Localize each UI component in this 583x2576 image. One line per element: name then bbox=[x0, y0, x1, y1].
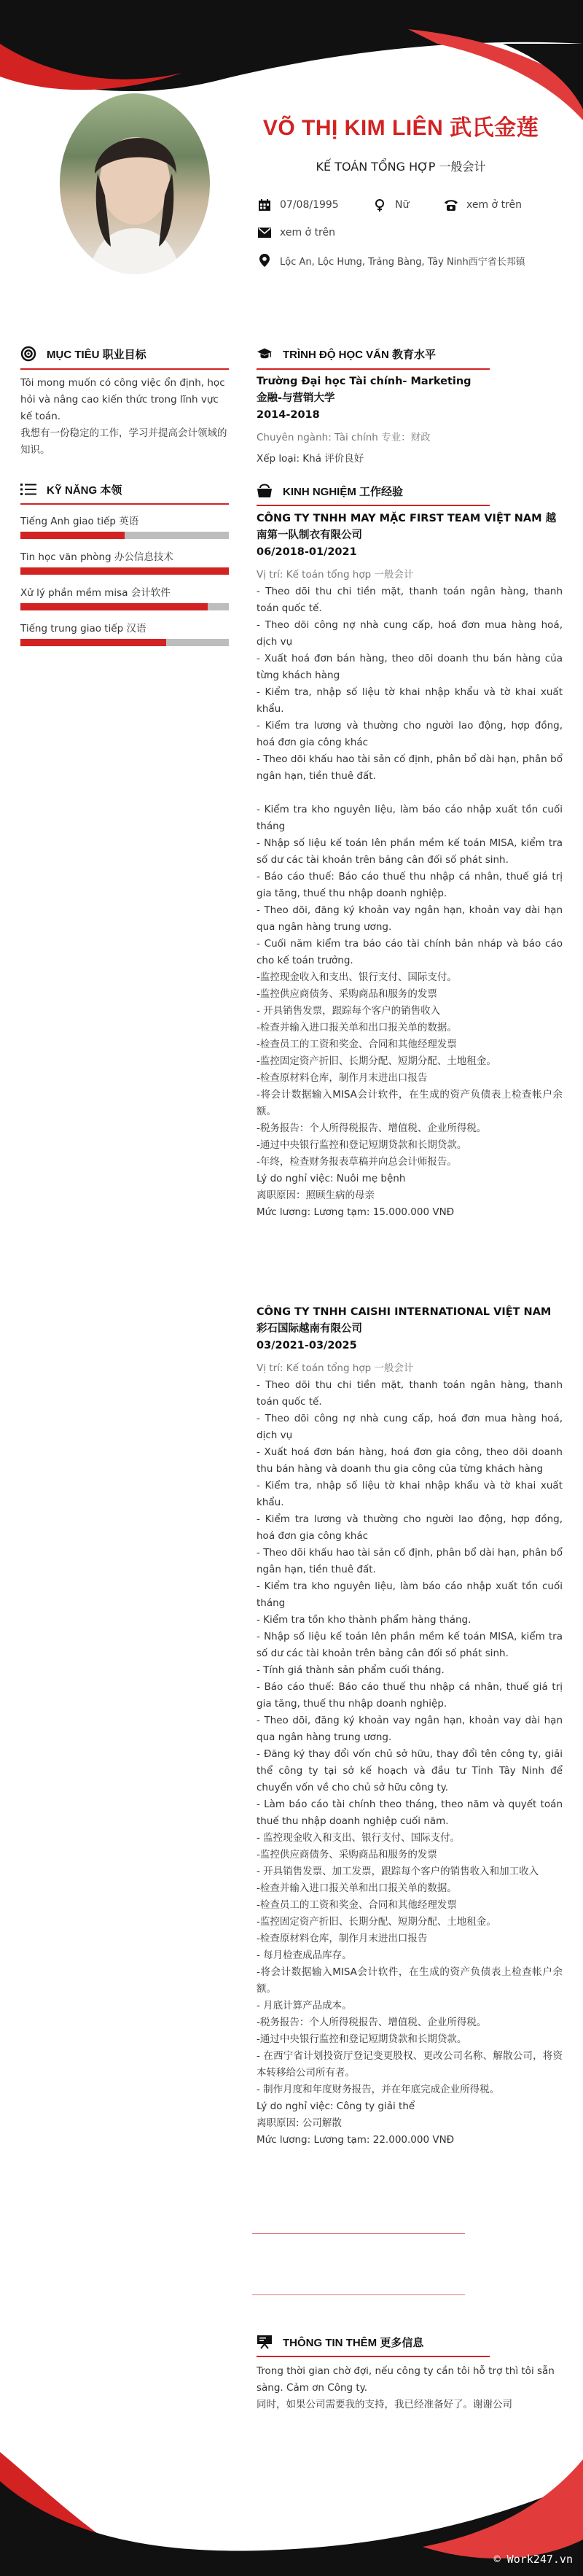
email-row bbox=[257, 225, 335, 241]
footer-swoosh-red-right bbox=[423, 2459, 583, 2558]
job-duties bbox=[257, 583, 563, 1171]
job-salary: Mức lương: Lương tạm: 22.000.000 VNĐ bbox=[257, 2134, 455, 2146]
job-duty-line: - 月底计算产品成本。 bbox=[257, 2000, 352, 2011]
job-duty-line: -通过中央银行监控和登记短期贷款和长期贷款。 bbox=[257, 2033, 467, 2045]
job-duty-line: - Đăng ký thay đổi vốn chủ sở hữu, thay đổi tên công ty, giải thể công ty tại sở kế hoạch và đầu tư Tỉnh Tây Ninh để chuyển vốn về cho chủ sở hữu công ty. bbox=[257, 1748, 563, 1793]
job-duty-line: - Theo dõi thu chi tiền mặt, thanh toán ngân hàng, thanh toán quốc tế. bbox=[257, 586, 563, 614]
job-duty-line: -税务报告：个人所得税报告、增值税、企业所得税。 bbox=[257, 2017, 487, 2028]
job-duty-line: - Nhập số liệu kế toán lên phần mềm kế toán MISA, kiểm tra số dư các tài khoản trên bảng cân đối số phát sinh. bbox=[257, 837, 563, 866]
education-major: Chuyên ngành: Tài chính 专业：财政 bbox=[257, 432, 431, 443]
graduation-cap-icon bbox=[257, 346, 273, 362]
job-entry bbox=[257, 1304, 563, 2149]
list-icon bbox=[20, 481, 36, 497]
job-duty-line: - Xuất hoá đơn bán hàng, theo dõi doanh thu bán hàng của từng khách hàng bbox=[257, 653, 563, 681]
job-duty-line bbox=[257, 785, 563, 802]
gender-value: Nữ bbox=[395, 199, 410, 211]
skills-section-title bbox=[20, 481, 122, 497]
job-duty-line: - Xuất hoá đơn bán hàng, hoá đơn gia công, theo dõi doanh thu bán hàng và doanh thu gia công của từng khách hàng bbox=[257, 1446, 563, 1475]
education-grade: Xếp loại: Khá 评价良好 bbox=[257, 453, 364, 465]
education-underline bbox=[257, 368, 490, 370]
skill-label: Tiếng Anh giao tiếp 英语 bbox=[20, 516, 139, 527]
job-leave-reason-vi: Lý do nghỉ việc: Nuôi mẹ bệnh bbox=[257, 1173, 406, 1184]
job-role: Vị trí: Kế toán tổng hợp 一般会计 bbox=[257, 569, 414, 581]
school-name: Trường Đại học Tài chính- Marketing bbox=[257, 376, 472, 387]
email-icon bbox=[257, 225, 273, 241]
job-duty-line: -监控固定资产折旧、长期分配、短期分配、土地租金。 bbox=[257, 1916, 496, 1928]
job-duty-line: -检查并输入进口报关单和出口报关单的数据。 bbox=[257, 1882, 457, 1894]
skill-label: Xử lý phần mềm misa 会计软件 bbox=[20, 587, 171, 599]
briefcase-icon bbox=[257, 483, 273, 499]
skill-item bbox=[20, 513, 229, 539]
job-duty-line: - Kiểm tra lương và thường cho người lao động, hợp đồng, hoá đơn gia công khác bbox=[257, 1513, 563, 1542]
skill-bar bbox=[20, 567, 229, 575]
more-info-body bbox=[257, 2363, 563, 2413]
job-period: 06/2018-01/2021 bbox=[257, 546, 357, 558]
job-duty-line: - Theo dõi, đăng ký khoản vay ngân hạn, khoản vay dài hạn qua ngân hàng trung ương. bbox=[257, 1715, 563, 1743]
objective-underline bbox=[20, 368, 229, 370]
job-duty-line: -检查原材料仓库，制作月末进出口报告 bbox=[257, 1072, 428, 1084]
skills-title: KỸ NĂNG 本领 bbox=[47, 484, 122, 497]
calendar-icon bbox=[257, 197, 273, 213]
job-leave-reason-vi: Lý do nghỉ việc: Công ty giải thể bbox=[257, 2100, 415, 2112]
objective-section-title bbox=[20, 346, 146, 362]
experience-section-title bbox=[257, 483, 403, 499]
education-years: 2014-2018 bbox=[257, 409, 320, 421]
job-duty-line: -检查并输入进口报关单和出口报关单的数据。 bbox=[257, 1022, 457, 1033]
job-duty-line: - 制作月度和年度财务报告，并在年底完成企业所得税。 bbox=[257, 2084, 500, 2095]
more-info-title: THÔNG TIN THÊM 更多信息 bbox=[283, 2336, 424, 2349]
job-duty-line: -检查员工的工资和奖金、合同和其他经理发票 bbox=[257, 1899, 457, 1911]
job-duty-line: - Báo cáo thuế: Báo cáo thuế thu nhập cá nhân, thuế giá trị gia tăng, thuế thu nhập doanh nghiệp. bbox=[257, 1681, 563, 1710]
job-duty-line: -检查原材料仓库，制作月末进出口报告 bbox=[257, 1933, 428, 1944]
job-duty-line: -监控现金收入和支出、银行支付、国际支付。 bbox=[257, 971, 457, 983]
job-leave-reason-cn: 离职原因：照顾生病的母亲 bbox=[257, 1190, 375, 1201]
divider bbox=[252, 2294, 465, 2295]
job-company: CÔNG TY TNHH CAISHI INTERNATIONAL VIỆT NAM 彩石国际越南有限公司 bbox=[257, 1306, 552, 1335]
objective-text-cn: 我想有一份稳定的工作，学习并提高会计领域的知识。 bbox=[20, 427, 227, 456]
skill-bar bbox=[20, 603, 229, 610]
address-value: Lộc An, Lộc Hưng, Trảng Bàng, Tây Ninh西宁省长邦镇 bbox=[280, 256, 525, 268]
job-duty-line: - 开具销售发票、加工发票，跟踪每个客户的销售收入和加工收入 bbox=[257, 1866, 539, 1877]
more-info-underline bbox=[257, 2356, 490, 2357]
skill-label: Tiếng trung giao tiếp 汉语 bbox=[20, 623, 146, 635]
phone-value: xem ở trên bbox=[466, 199, 522, 211]
job-duty-line: -将会计数据输入MISA会计软件，在生成的资产负债表上检查帐户余额。 bbox=[257, 1089, 563, 1117]
job-duty-line: - Tính giá thành sản phẩm cuối tháng. bbox=[257, 1664, 445, 1676]
job-duty-line: -将会计数据输入MISA会计软件，在生成的资产负债表上检查帐户余额。 bbox=[257, 1966, 563, 1995]
job-entry bbox=[257, 511, 563, 1221]
job-salary: Mức lương: Lương tạm: 15.000.000 VNĐ bbox=[257, 1206, 455, 1218]
candidate-job-title: KẾ TOÁN TỔNG HỢP 一般会计 bbox=[316, 160, 486, 174]
birthday-value: 07/08/1995 bbox=[280, 199, 339, 211]
job-duty-line: - Kiểm tra, nhập số liệu tờ khai nhập khẩu và tờ khai xuất khẩu. bbox=[257, 1480, 563, 1508]
job-duty-line: - Nhập số liệu kế toán lên phần mềm kế toán MISA, kiểm tra số dư các tài khoản trên bảng cân đối số phát sinh. bbox=[257, 1631, 563, 1659]
education-title: TRÌNH ĐỘ HỌC VẤN 教育水平 bbox=[283, 348, 437, 361]
gender-icon bbox=[372, 197, 388, 213]
gender-row bbox=[372, 197, 409, 213]
target-icon bbox=[20, 346, 36, 362]
experience-title: KINH NGHIỆM 工作经验 bbox=[283, 485, 404, 498]
skill-item bbox=[20, 548, 229, 575]
job-duty-line: - Theo dõi, đăng ký khoản vay ngân hạn, khoản vay dài hạn qua ngân hàng trung ương. bbox=[257, 904, 563, 933]
job-duty-line: - Theo dõi công nợ nhà cung cấp, hoá đơn mua hàng hoá, dịch vụ bbox=[257, 619, 563, 648]
skill-bar bbox=[20, 639, 229, 646]
address-row bbox=[257, 252, 525, 268]
skill-bar-fill bbox=[20, 639, 166, 646]
skill-item bbox=[20, 584, 229, 610]
job-duty-line: -税务报告：个人所得税报告、增值税、企业所得税。 bbox=[257, 1122, 487, 1134]
job-duty-line: -监控供应商债务、采购商品和服务的发票 bbox=[257, 1849, 437, 1861]
divider bbox=[252, 2233, 465, 2234]
education-body bbox=[257, 373, 563, 468]
job-role: Vị trí: Kế toán tổng hợp 一般会计 bbox=[257, 1362, 414, 1374]
job-period: 03/2021-03/2025 bbox=[257, 1340, 357, 1351]
job-duty-line: - Cuối năm kiểm tra báo cáo tài chính bản nháp và báo cáo cho kế toán trưởng. bbox=[257, 938, 563, 966]
watermark: © Work247.vn bbox=[493, 2553, 573, 2566]
job-duty-line: -检查员工的工资和奖金、合同和其他经理发票 bbox=[257, 1039, 457, 1050]
skill-item bbox=[20, 620, 229, 646]
skill-bar bbox=[20, 532, 229, 539]
job-leave-reason-cn: 离职原因: 公司解散 bbox=[257, 2117, 342, 2129]
skill-bar-fill bbox=[20, 567, 229, 575]
email-value: xem ở trên bbox=[280, 227, 335, 238]
job-duty-line: - Kiểm tra, nhập số liệu tờ khai nhập khẩu và tờ khai xuất khẩu. bbox=[257, 686, 563, 715]
job-duty-line: - 在西宁省计划投资厅登记变更股权、更改公司名称、解散公司，将资本转移给公司所有者。 bbox=[257, 2050, 563, 2079]
phone-icon bbox=[443, 197, 459, 213]
job-duty-line: - Kiểm tra kho nguyên liệu, làm báo cáo nhập xuất tồn cuối tháng bbox=[257, 1580, 563, 1609]
objective-text-vi: Tôi mong muốn có công việc ổn định, học hỏi và nâng cao kiến thức trong lĩnh vực kế toán. bbox=[20, 377, 225, 422]
more-info-text-vi: Trong thời gian chờ đợi, nếu công ty cần tôi hỗ trợ thì tôi sẵn sàng. Cảm ơn Công ty. bbox=[257, 2365, 555, 2394]
job-duty-line: - Làm báo cáo tài chính theo tháng, theo năm và quyết toán thuế thu nhập doanh nghiệp cuối năm. bbox=[257, 1799, 563, 1827]
skill-bar-fill bbox=[20, 603, 208, 610]
candidate-name: VÕ THỊ KIM LIÊN 武氏金莲 bbox=[262, 116, 539, 140]
avatar bbox=[60, 93, 210, 274]
job-company: CÔNG TY TNHH MAY MẶC FIRST TEAM VIỆT NAM 越南第一队制衣有限公司 bbox=[257, 513, 557, 541]
skill-label: Tin học văn phòng 办公信息技术 bbox=[20, 551, 173, 563]
job-duty-line: -通过中央银行监控和登记短期贷款和长期贷款。 bbox=[257, 1139, 467, 1151]
education-section-title bbox=[257, 346, 436, 362]
job-duties bbox=[257, 1377, 563, 2098]
location-icon bbox=[257, 252, 273, 268]
objective-body bbox=[20, 375, 232, 459]
job-duty-line: - Báo cáo thuế: Báo cáo thuế thu nhập cá nhân, thuế giá trị gia tăng, thuế thu nhập doanh nghiệp. bbox=[257, 871, 563, 899]
job-duty-line: - Theo dõi thu chi tiền mặt, thanh toán ngân hàng, thanh toán quốc tế. bbox=[257, 1379, 563, 1408]
presentation-icon bbox=[257, 2334, 273, 2350]
job-duty-line: - Kiểm tra kho nguyên liệu, làm báo cáo nhập xuất tồn cuối tháng bbox=[257, 804, 563, 832]
job-duty-line: -监控供应商债务、采购商品和服务的发票 bbox=[257, 988, 437, 1000]
skills-underline bbox=[20, 503, 229, 505]
job-duty-line: - 每月检查成品库存。 bbox=[257, 1950, 352, 1961]
skill-bar-fill bbox=[20, 532, 125, 539]
job-duty-line: - Kiểm tra tồn kho thành phẩm hàng tháng. bbox=[257, 1614, 472, 1626]
experience-underline bbox=[257, 505, 490, 506]
job-duty-line: - Kiểm tra lương và thường cho người lao động, hợp đồng, hoá đơn gia công khác bbox=[257, 720, 563, 748]
job-duty-line: - 监控现金收入和支出、银行支付、国际支付。 bbox=[257, 1832, 461, 1844]
job-duty-line: - Theo dõi công nợ nhà cung cấp, hoá đơn mua hàng hoá, dịch vụ bbox=[257, 1413, 563, 1441]
job-duty-line: -监控固定资产折旧、长期分配、短期分配、土地租金。 bbox=[257, 1055, 496, 1067]
phone-row bbox=[443, 197, 522, 213]
job-duty-line: - 开具销售发票，跟踪每个客户的销售收入 bbox=[257, 1005, 441, 1017]
more-info-text-cn: 同时，如果公司需要我的支持，我已经准备好了。谢谢公司 bbox=[257, 2399, 512, 2410]
job-duty-line: - Theo dõi khấu hao tài sản cố định, phân bổ dài hạn, phân bổ ngân hạn, tiền thuê đất. bbox=[257, 1547, 563, 1575]
objective-title: MỤC TIÊU 职业目标 bbox=[47, 348, 146, 361]
more-info-section-title bbox=[257, 2334, 423, 2350]
school-name-cn: 金融-与营销大学 bbox=[257, 392, 335, 404]
job-duty-line: -年终，检查财务报表草稿并向总会计师报告。 bbox=[257, 1156, 457, 1168]
job-duty-line: - Theo dõi khấu hao tài sản cố định, phân bổ dài hạn, phân bổ ngân hạn, tiền thuê đất. bbox=[257, 753, 563, 782]
birthday-row bbox=[257, 197, 339, 213]
